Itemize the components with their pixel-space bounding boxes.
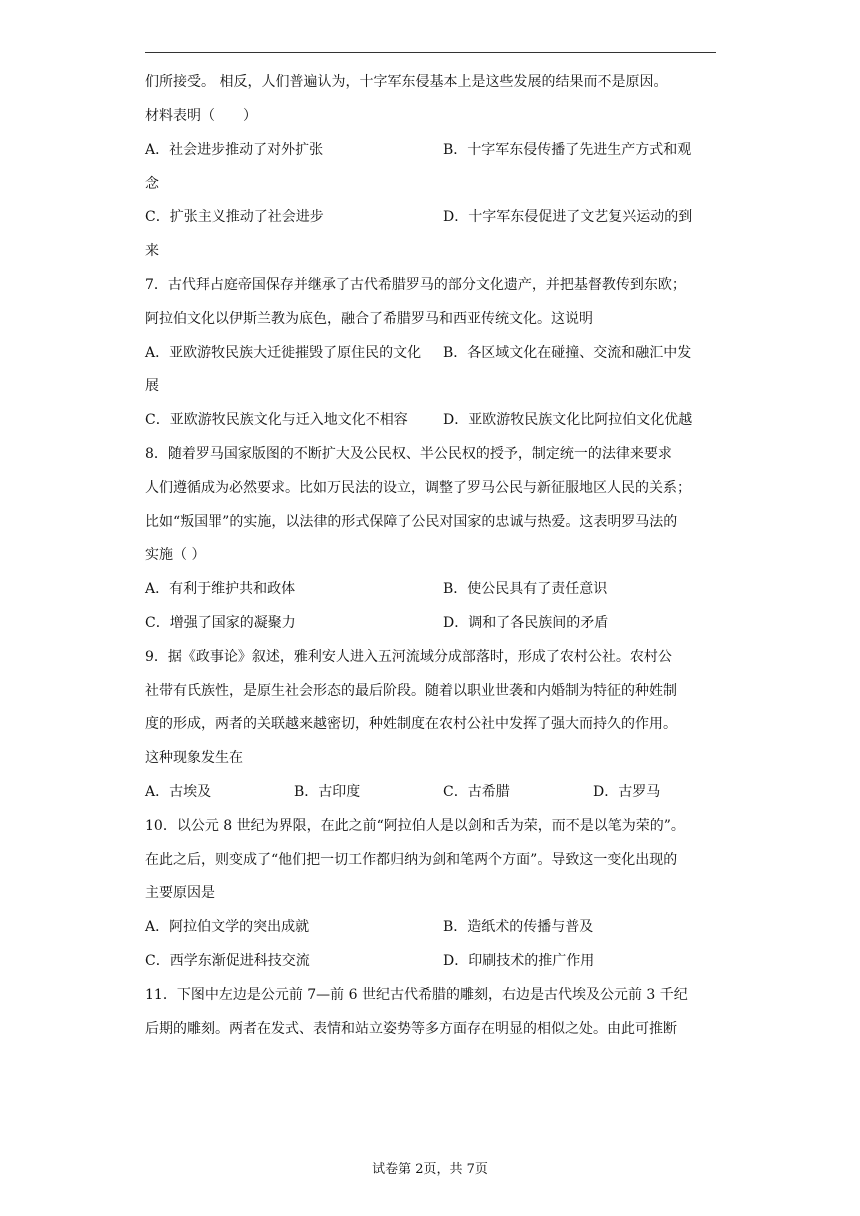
q6-option-c: C．扩张主义推动了社会进步 [145,209,324,225]
q7-option-b: B．各区域文化在碰撞、交流和融汇中发 [443,345,692,361]
q8-stem-line-2: 人们遵循成为必然要求。比如万民法的设立，调整了罗马公民与新征服地区人民的关系； [145,480,691,496]
q11-stem-line-2: 后期的雕刻。两者在发式、表情和站立姿势等多方面存在明显的相似之处。由此可推断 [145,1021,677,1037]
q6-option-d-cont: 来 [145,243,159,259]
q7-option-c: C．亚欧游牧民族文化与迁入地文化不相容 [145,412,408,428]
q6-option-b-cont: 念 [145,176,159,192]
q9-option-c: C．古希腊 [443,784,510,800]
q8-stem-line-1: 8．随着罗马国家版图的不断扩大及公民权、半公民权的授予，制定统一的法律来要求 [145,446,672,462]
q8-stem-line-4: 实施（ ） [145,547,206,563]
q8-option-a: A．有利于维护共和政体 [145,581,296,597]
page-footer: 试卷第 2页，共 7页 [372,1162,488,1177]
q8-option-b: B．使公民具有了责任意识 [443,581,608,597]
q9-stem-line-2: 社带有氏族性，是原生社会形态的最后阶段。随着以职业世袭和内婚制为特征的种姓制 [145,683,677,699]
q7-stem-line-2: 阿拉伯文化以伊斯兰教为底色，融合了希腊罗马和西亚传统文化。这说明 [145,311,593,327]
q10-option-b: B．造纸术的传播与普及 [443,919,594,935]
q9-option-d: D．古罗马 [593,784,661,800]
q6-stem-line-2: 材料表明（ ） [145,108,257,124]
q6-option-d: D．十字军东侵促进了文艺复兴运动的到 [443,209,693,225]
q8-stem-line-3: 比如“叛国罪”的实施，以法律的形式保障了公民对国家的忠诚与热爱。这表明罗马法的 [145,514,678,530]
q7-option-a: A．亚欧游牧民族大迁徙摧毁了原住民的文化 [145,345,422,361]
q9-stem-line-4: 这种现象发生在 [145,750,243,766]
q9-stem-line-1: 9．据《政事论》叙述，雅利安人进入五河流域分成部落时，形成了农村公社。农村公 [145,649,672,665]
q9-option-a: A．古埃及 [145,784,212,800]
q11-stem-line-1: 11．下图中左边是公元前 7—前 6 世纪古代希腊的雕刻，右边是古代埃及公元前 3 千纪 [145,987,688,1003]
q9-stem-line-3: 度的形成，两者的关联越来越密切，种姓制度在农村公社中发挥了强大而持久的作用。 [145,716,677,732]
q10-stem-line-1: 10．以公元 8 世纪为界限，在此之前“阿拉伯人是以剑和舌为荣，而不是以笔为荣的”。 [145,818,685,834]
q10-option-d: D．印刷技术的推广作用 [443,953,595,969]
q6-stem-line-1: 们所接受。 相反，人们普遍认为，十字军东侵基本上是这些发展的结果而不是原因。 [145,74,668,90]
q7-option-b-cont: 展 [145,378,159,394]
q10-stem-line-2: 在此之后，则变成了“他们把一切工作都归纳为剑和笔两个方面”。导致这一变化出现的 [145,852,678,868]
q7-option-d: D．亚欧游牧民族文化比阿拉伯文化优越 [443,412,693,428]
q10-option-c: C．西学东渐促进科技交流 [145,953,310,969]
q6-option-a: A．社会进步推动了对外扩张 [145,142,324,158]
q8-option-d: D．调和了各民族间的矛盾 [443,615,609,631]
q10-option-a: A．阿拉伯文学的突出成就 [145,919,310,935]
header-rule [145,52,716,53]
q9-option-b: B．古印度 [294,784,361,800]
q10-stem-line-3: 主要原因是 [145,885,215,901]
q8-option-c: C．增强了国家的凝聚力 [145,615,296,631]
q7-stem-line-1: 7．古代拜占庭帝国保存并继承了古代希腊罗马的部分文化遗产，并把基督教传到东欧； [145,277,686,293]
q6-option-b: B．十字军东侵传播了先进生产方式和观 [443,142,692,158]
